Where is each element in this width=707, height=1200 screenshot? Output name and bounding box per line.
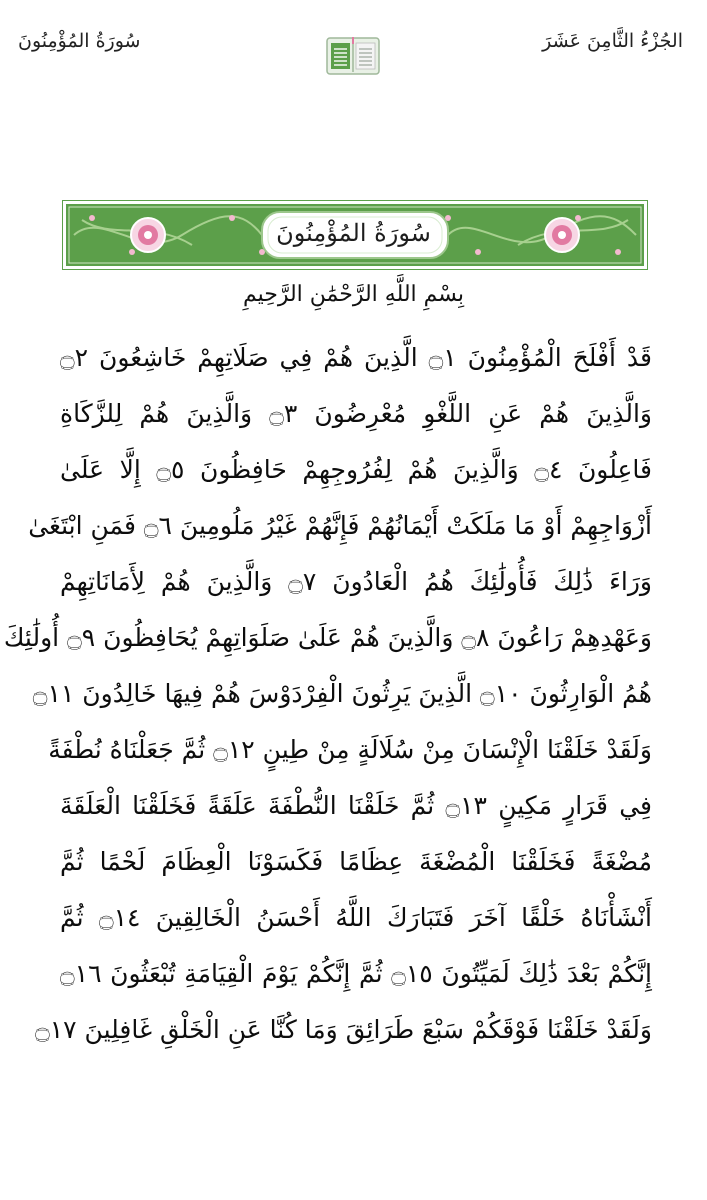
verse-line: إِنَّكُمْ بَعْدَ ذَٰلِكَ لَمَيِّتُونَ ۝١٥ ثُمَّ إِنَّكُمْ يَوْمَ الْقِيَامَةِ تُبْعَثُونَ ۝١٦: [60, 959, 652, 988]
verse-line: هُمُ الْوَارِثُونَ ۝١٠ الَّذِينَ يَرِثُونَ الْفِرْدَوْسَ هُمْ فِيهَا خَالِدُونَ ۝١١: [32, 679, 652, 708]
verse-line: أَزْوَاجِهِمْ أَوْ مَا مَلَكَتْ أَيْمَانُهُمْ فَإِنَّهُمْ غَيْرُ مَلُومِينَ ۝٦ فَمَنِ ابْتَغَىٰ: [28, 511, 652, 540]
verse-line: وَلَقَدْ خَلَقْنَا الْإِنْسَانَ مِنْ سُلَالَةٍ مِنْ طِينٍ ۝١٢ ثُمَّ جَعَلْنَاهُ نُطْفَةً: [48, 735, 652, 764]
surah-title: سُورَةُ المُؤْمِنُونَ: [276, 219, 431, 247]
verse-line: أَنْشَأْنَاهُ خَلْقًا آخَرَ فَتَبَارَكَ اللَّهُ أَحْسَنُ الْخَالِقِينَ ۝١٤ ثُمَّ: [60, 903, 652, 932]
verse-line: وَلَقَدْ خَلَقْنَا فَوْقَكُمْ سَبْعَ طَرَائِقَ وَمَا كُنَّا عَنِ الْخَلْقِ غَافِلِينَ ۝١٧: [35, 1015, 652, 1044]
verse-line: فَاعِلُونَ ۝٤ وَالَّذِينَ هُمْ لِفُرُوجِهِمْ حَافِظُونَ ۝٥ إِلَّا عَلَىٰ: [60, 455, 652, 484]
verse-lines: [3, 330, 653, 1058]
verse-line: مُضْغَةً فَخَلَقْنَا الْمُضْغَةَ عِظَامًا فَكَسَوْنَا الْعِظَامَ لَحْمًا ثُمَّ: [60, 847, 652, 876]
verse-line: قَدْ أَفْلَحَ الْمُؤْمِنُونَ ۝١ الَّذِينَ هُمْ فِي صَلَاتِهِمْ خَاشِعُونَ ۝٢: [60, 343, 652, 372]
verse-line: وَعَهْدِهِمْ رَاعُونَ ۝٨ وَالَّذِينَ هُمْ عَلَىٰ صَلَوَاتِهِمْ يُحَافِظُونَ ۝٩ أُولَٰئِكَ: [3, 623, 652, 652]
juz-label: الجُزْءُ الثَّامِنَ عَشَرَ: [542, 30, 683, 52]
verse-line: وَالَّذِينَ هُمْ عَنِ اللَّغْوِ مُعْرِضُونَ ۝٣ وَالَّذِينَ هُمْ لِلزَّكَاةِ: [60, 399, 652, 428]
verse-line: وَرَاءَ ذَٰلِكَ فَأُولَٰئِكَ هُمُ الْعَادُونَ ۝٧ وَالَّذِينَ هُمْ لِأَمَانَاتِهِمْ: [60, 567, 653, 596]
basmala: بِسْمِ اللَّهِ الرَّحْمَٰنِ الرَّحِيمِ: [242, 282, 465, 307]
book-icon: [325, 36, 381, 76]
verse-line: فِي قَرَارٍ مَكِينٍ ۝١٣ ثُمَّ خَلَقْنَا النُّطْفَةَ عَلَقَةً فَخَلَقْنَا الْعَلَقَةَ: [60, 791, 652, 820]
surah-header-label: سُورَةُ المُؤْمِنُونَ: [18, 30, 141, 52]
